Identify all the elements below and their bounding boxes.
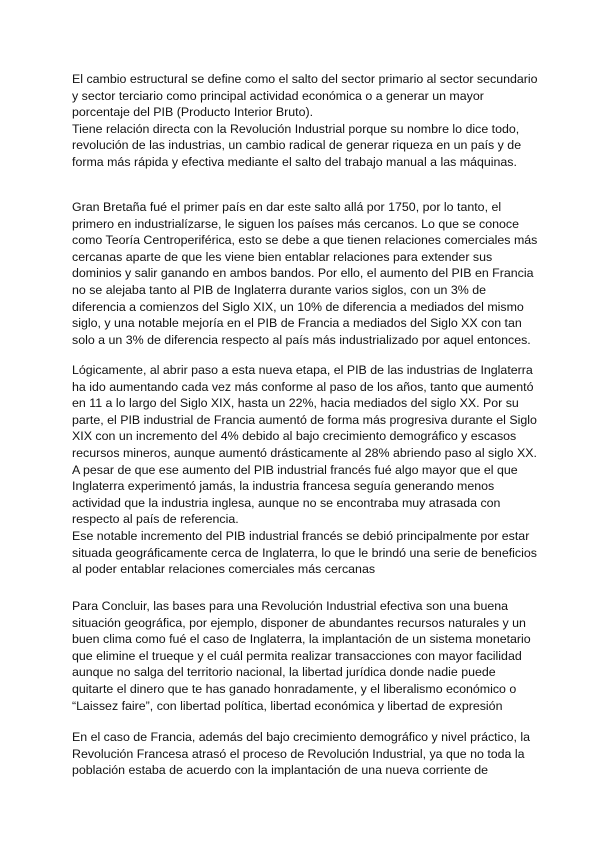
paragraph-logicamente: Lógicamente, al abrir paso a esta nueva etapa, el PIB de las industrias de Inglaterra ha ido aumentando cada vez más conforme al paso de los años, tanto que aumentó en 11 a lo largo del Siglo XIX, hasta un 22%, hacia mediados del siglo XX. Por su parte, el PIB industrial de Francia aumentó de forma más progresiva durante el Siglo XIX con un incremento del 4% debido al bajo crecimiento demográfico y escasos recursos mineros, aunque aumentó drásticamente al 28% abriendo paso al siglo XX. A pesar de que ese aumento del PIB industrial francés fué algo mayor que el que Inglaterra experimentó jamás, la industria francesa seguía generando menos actividad que la industria inglesa, aunque no se encontraba muy atrasada con respecto al país de referencia. Ese notable incremento del PIB industrial francés se debió principalmente por estar situada geográficamente cerca de Inglaterra, lo que le brindó una serie de beneficios al poder entablar relaciones comerciales más cercanas <box>72 363 537 577</box>
paragraph-cambio-estructural: El cambio estructural se define como el salto del sector primario al sector secundario y sector terciario como principal actividad económica o a generar un mayor porcentaje del PIB (Producto Interior Bruto). Tiene relación directa con la Revolución Industrial porque su nombre lo dice todo, revolución de las industrias, un cambio radical de generar riqueza en un país y de forma más rápida y efectiva mediante el salto del trabajo manual a las máquinas. <box>72 72 538 169</box>
paragraph-gran-bretana: Gran Bretaña fué el primer país en dar este salto allá por 1750, por lo tanto, el primero en industrialízarse, le siguen los países más cercanos. Lo que se conoce como Teoría Centroperiférica, esto se debe a que tienen relaciones comerciales más cercanas aparte de que les viene bien entablar relaciones para extender sus dominios y salir ganando en ambos bandos. Por ello, el aumento del PIB en Francia no se alejaba tanto al PIB de Inglaterra durante varios siglos, con un 3% de diferencia a comienzos del Siglo XIX, un 10% de diferencia a mediados del mismo siglo, y una notable mejoría en el PIB de Francia a mediados del Siglo XX con tan solo a un 3% de diferencia respecto al país más industrializado por aquel entonces. <box>72 200 538 347</box>
paragraph-para-concluir: Para Concluir, las bases para una Revolución Industrial efectiva son una buena situación geográfica, por ejemplo, disponer de abundantes recursos naturales y un buen clima como fué el caso de Inglaterra, la implantación de un sistema monetario que elimine el trueque y el cuál permita realizar transacciones con mayor facilidad aunque no salga del territorio nacional, la libertad jurídica donde nadie puede quitarte el dinero que te has ganado honradamente, y el liberalismo económico o “Laissez faire”, con libertad política, libertad económica y libertad de expresión <box>72 599 531 713</box>
paragraph-caso-francia: En el caso de Francia, además del bajo crecimiento demográfico y nivel práctico, la Revolución Francesa atrasó el proceso de Revolución Industrial, ya que no toda la población estaba de acuerdo con la implantación de una nueva corriente de <box>72 730 530 778</box>
